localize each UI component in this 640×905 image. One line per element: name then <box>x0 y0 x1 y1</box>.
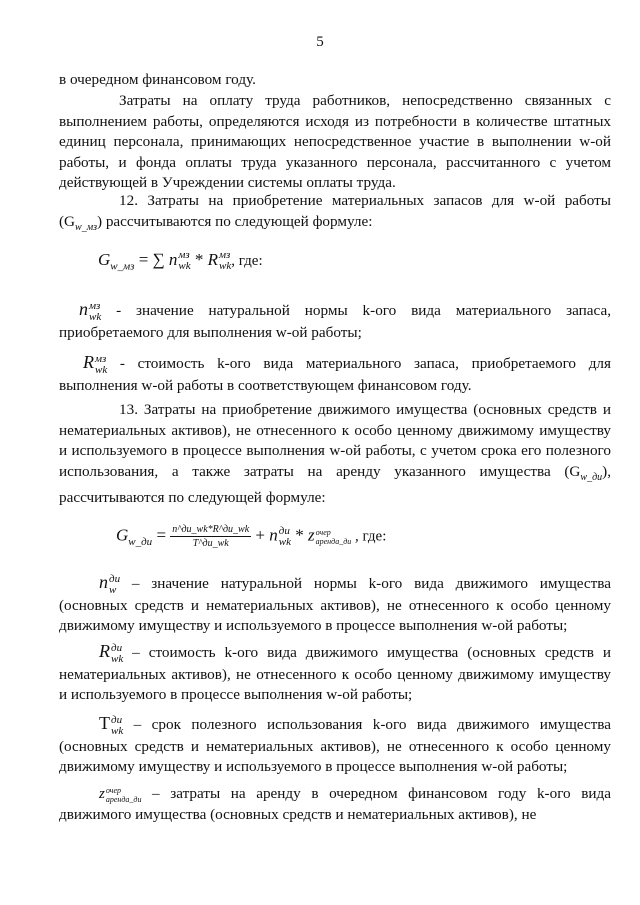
p13-sub: w_ди <box>580 471 603 483</box>
def-r-sup: мз <box>95 352 107 365</box>
definition-r-di <box>59 641 611 706</box>
f1-r-sup: мз <box>219 249 231 262</box>
f2-n: n <box>269 525 278 545</box>
definition-z-di <box>59 784 611 825</box>
def-t2-sym: T <box>99 713 110 733</box>
f2-z-sup: очер <box>315 527 331 537</box>
f2-op: * <box>291 525 308 545</box>
paragraph-13 <box>59 400 611 509</box>
f2-n-sub: wk <box>278 535 291 548</box>
f2-lhs: G <box>116 525 129 545</box>
def-n-sup: мз <box>89 299 101 312</box>
p13-text: 13. Затраты на приобретение движимого имущества (основных средств и нематериальных активов), не отнесенного к особо ценному движимому имуществу и используемого в процессе выполнения w-ой работы, с учетом срока его полезного использования, а также затраты на аренду указанного имущества (G <box>59 401 611 480</box>
f1-n-sub: wk <box>178 260 191 273</box>
f2-numerator: n^ди_wk*R^ди_wk <box>172 524 250 535</box>
def-r2-scripts <box>111 643 123 665</box>
def-t2-sub: wk <box>111 724 124 737</box>
def-n-sym: n <box>79 299 88 319</box>
f2-eq: = <box>152 525 171 545</box>
f1-r: R <box>207 250 219 269</box>
f1-n: n <box>168 250 178 269</box>
def-r-sub: wk <box>95 363 108 376</box>
f2-z: z <box>308 525 315 545</box>
definition-n-di <box>59 572 611 637</box>
f1-op: * <box>190 250 208 269</box>
def-n-text: - значение натуральной нормы k-ого вида материального запаса, приобретаемого для выполнения w-ой работы; <box>59 302 611 341</box>
f2-denominator: T^ди_wk <box>192 538 229 549</box>
def-r-text: - стоимость k-ого вида материального запаса, приобретаемого для выполнения w-ой работы в соответствующем финансовом году. <box>59 355 611 394</box>
def-n2-sub: w <box>109 583 117 596</box>
formula-movable-property <box>116 524 386 549</box>
def-r2-sub: wk <box>111 652 124 665</box>
f2-lhs-sub: w_ди <box>128 535 153 548</box>
definition-n-mz <box>59 299 611 343</box>
def-n2-scripts <box>109 574 120 596</box>
paragraph-intro-tail: в очередном финансовом году. <box>59 71 256 88</box>
def-n-scripts <box>89 301 101 323</box>
f2-z-sub: аренда_ди <box>315 536 352 546</box>
definition-t-di <box>59 713 611 778</box>
def-r-sym: R <box>83 352 94 372</box>
def-n2-text: – значение натуральной нормы k-ого вида движимого имущества (основных средств и нематериальных активов), не отнесенного к особо ценному движимому имуществу и используемого в процессе выполнения w-ой работы; <box>59 575 611 635</box>
f1-eq: = ∑ <box>134 250 169 269</box>
f2-plus: + <box>251 525 270 545</box>
f1-r-scripts <box>219 250 231 272</box>
def-t2-sup: ди <box>111 713 123 726</box>
p13-tail: ), рассчитываются по следующей формуле: <box>59 462 611 507</box>
f2-n-scripts <box>279 526 291 548</box>
def-r2-text: – стоимость k-ого вида движимого имущества (основных средств и нематериальных активов), не отнесенного к особо ценному движимому имуществу и используемого в процессе выполнения w-ой работы; <box>59 644 611 704</box>
def-t2-text: – срок полезного использования k-ого вида движимого имущества (основных средств и нематериальных активов), не отнесенного к особо ценному движимому имуществу и используемого в процессе выполнения w-ой работы; <box>59 716 611 776</box>
f1-tail: , где: <box>231 253 263 269</box>
f2-fraction <box>170 524 251 549</box>
def-n2-sym: n <box>99 572 108 592</box>
f1-n-sup: мз <box>178 249 190 262</box>
def-z2-sym: z <box>99 786 105 802</box>
def-r-scripts <box>95 354 107 376</box>
def-t2-scripts <box>111 715 123 737</box>
formula-materials <box>98 250 263 272</box>
f1-n-scripts <box>178 250 190 272</box>
def-z2-scripts <box>106 786 142 804</box>
f2-tail: , где: <box>351 528 387 545</box>
def-z2-sup: очер <box>105 785 122 795</box>
f1-lhs-sub: w_мз <box>110 260 135 273</box>
f1-lhs: G <box>98 250 111 269</box>
p12-tail: ) рассчитываются по следующей формуле: <box>96 212 373 230</box>
definition-r-mz <box>59 352 611 396</box>
def-z2-sub: аренда_ди <box>105 794 142 804</box>
f1-r-sub: wk <box>219 260 232 273</box>
def-z2-text: – затраты на аренду в очередном финансовом году k-ого вида движимого имущества (основных средств и нематериальных активов), не <box>59 785 611 823</box>
def-n2-sup: ди <box>109 572 121 585</box>
def-r2-sym: R <box>99 641 110 661</box>
p12-sub: w_мз <box>75 221 97 233</box>
def-r2-sup: ди <box>111 641 123 654</box>
f2-n-sup: ди <box>278 524 290 537</box>
paragraph-salary: Затраты на оплату труда работников, непосредственно связанных с выполнением работы, определяются исходя из потребности в количестве штатных единиц персонала, принимающих непосредственное участие в выполнении w-ой работы, и фонда оплаты труда указанного персонала, рассчитанного с учетом действующей в Учреждении системы оплаты труда. <box>59 92 611 192</box>
p12-text: 12. Затраты на приобретение материальных запасов для w-ой работы (G <box>59 192 611 230</box>
def-n-sub: wk <box>89 310 102 323</box>
paragraph-12 <box>59 191 611 238</box>
f2-z-scripts <box>316 528 352 546</box>
page-number: 5 <box>316 34 324 50</box>
